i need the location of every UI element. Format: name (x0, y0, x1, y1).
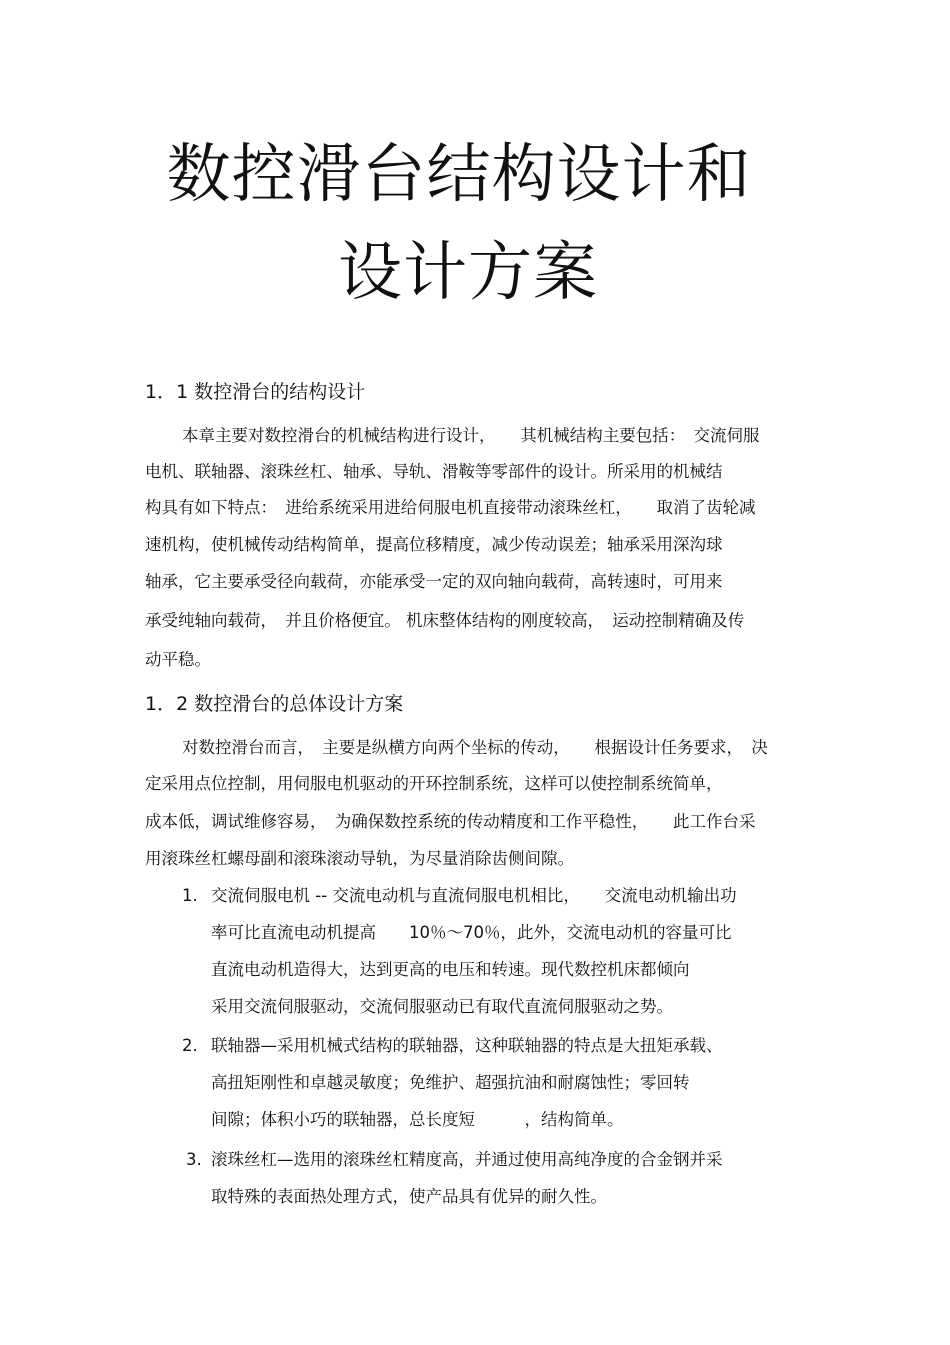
section2-paragraph-line: 成本低，调试维修容易， 为确保数控系统的传动精度和工作平稳性， 此工作台采 (145, 812, 756, 831)
section1-paragraph-line: 电机、联轴器、滚珠丝杠、轴承、导轨、滑鞍等零部件的设计。所采用的机械结 (145, 462, 723, 481)
section1-paragraph-line: 构具有如下特点： 进给系统采用进给伺服电机直接带动滚珠丝杠， 取消了齿轮减 (145, 498, 756, 517)
document-title-line-2: 设计方案 (338, 236, 598, 310)
list-item-number: 2. (182, 1036, 198, 1055)
list-item-line: 联轴器—采用机械式结构的联轴器，这种联轴器的特点是大扭矩承载、 (211, 1036, 723, 1055)
list-item-number: 1. (182, 886, 198, 905)
section1-paragraph-line: 本章主要对数控滑台的机械结构进行设计， 其机械结构主要包括： 交流伺服 (182, 426, 760, 445)
section2-paragraph-line: 用滚珠丝杠螺母副和滚珠滚动导轨，为尽量消除齿侧间隙。 (145, 849, 574, 868)
document-title-line-1: 数控滑台结构设计和 (166, 138, 752, 212)
section1-paragraph-line: 轴承，它主要承受径向载荷，亦能承受一定的双向轴向载荷，高转速时，可用来 (145, 572, 723, 591)
list-item-number: 3. (186, 1150, 202, 1169)
section1-paragraph-line: 动平稳。 (145, 650, 211, 669)
section-heading-1-2: 1．2 数控滑台的总体设计方案 (145, 693, 404, 715)
list-item-line: 滚珠丝杠—选用的滚珠丝杠精度高，并通过使用高纯净度的合金钢并采 (211, 1150, 723, 1169)
list-item-line: 间隙；体积小巧的联轴器，总长度短 ，结构简单。 (211, 1110, 624, 1129)
list-item-line: 高扭矩刚性和卓越灵敏度；免维护、超强抗油和耐腐蚀性；零回转 (211, 1073, 690, 1092)
list-item-line: 率可比直流电动机提高 10％～70％，此外，交流电动机的容量可比 (211, 923, 732, 942)
list-item-line: 取特殊的表面热处理方式，使产品具有优异的耐久性。 (211, 1187, 607, 1206)
section1-paragraph-line: 速机构，使机械传动结构简单，提高位移精度，减少传动误差；轴承采用深沟球 (145, 535, 723, 554)
list-item-line: 直流电动机造得大，达到更高的电压和转速。现代数控机床都倾向 (211, 960, 690, 979)
list-item-line: 采用交流伺服驱动，交流伺服驱动已有取代直流伺服驱动之势。 (211, 997, 673, 1016)
section2-paragraph-line: 对数控滑台而言， 主要是纵横方向两个坐标的传动， 根据设计任务要求， 决 (182, 738, 768, 757)
section1-paragraph-line: 承受纯轴向载荷， 并且价格便宜。 机床整体结构的刚度较高， 运动控制精确及传 (145, 611, 745, 630)
section2-paragraph-line: 定采用点位控制，用伺服电机驱动的开环控制系统，这样可以使控制系统简单， (145, 774, 723, 793)
section-heading-1-1: 1．1 数控滑台的结构设计 (145, 381, 366, 403)
list-item-line: 交流伺服电机 -- 交流电动机与直流伺服电机相比， 交流电动机输出功 (211, 886, 737, 905)
